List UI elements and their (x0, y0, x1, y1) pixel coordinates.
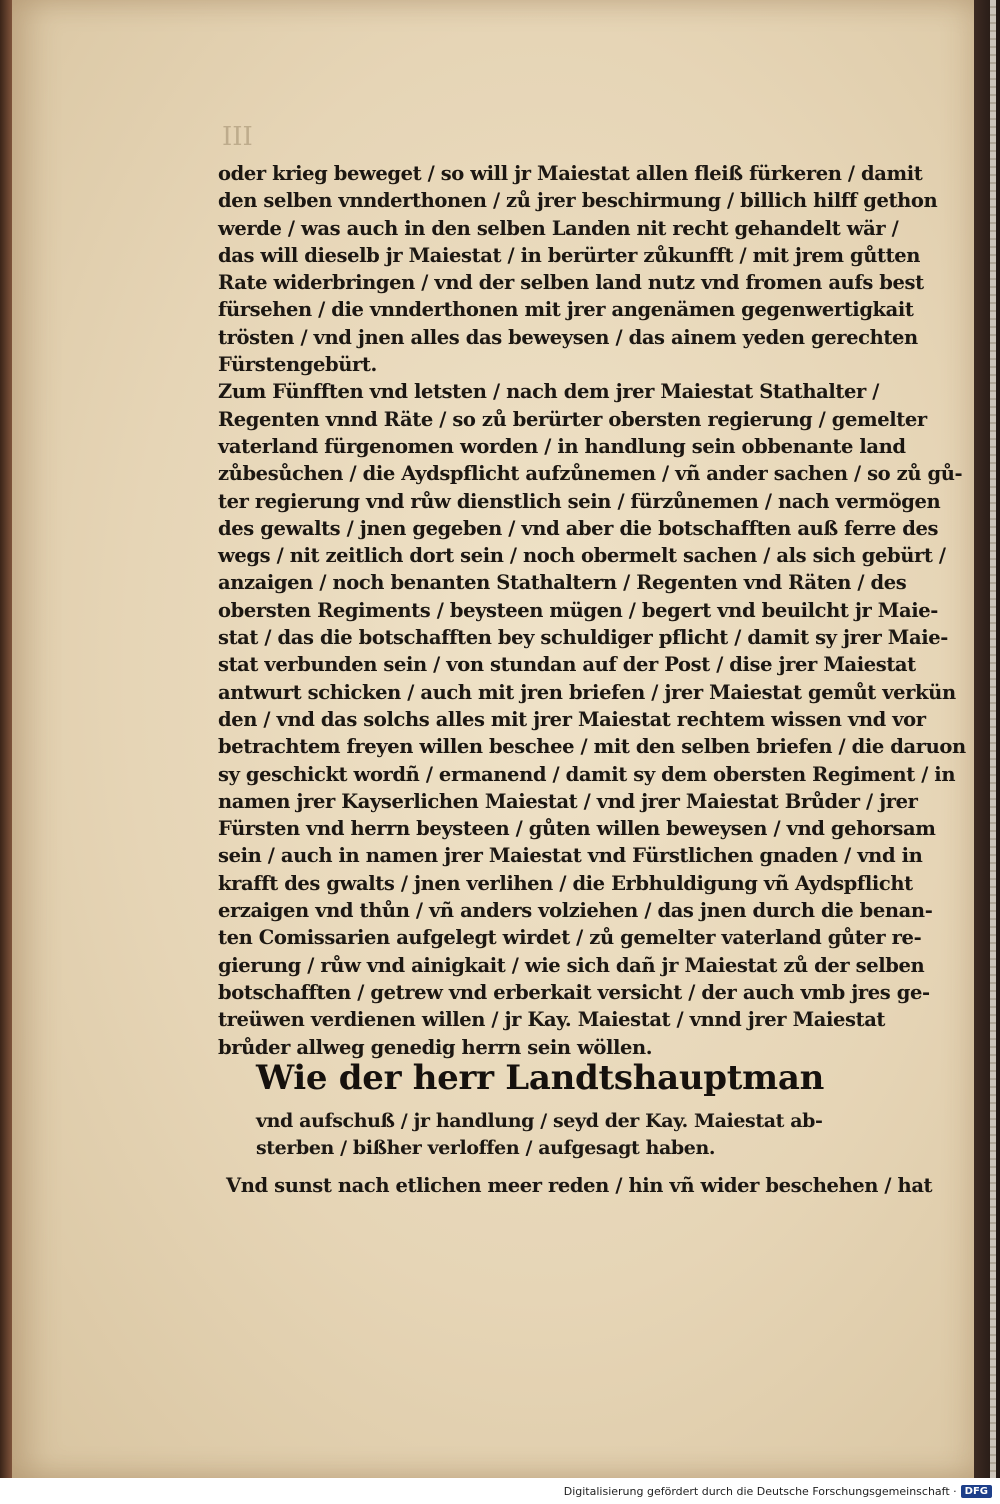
subtitle-line: sterben / bißher verloffen / aufgesagt haben. (256, 1137, 716, 1159)
text-line: anzaigen / noch benanten Stathaltern / Regenten vnd Räten / des (218, 571, 907, 595)
text-line: Zum Fünfften vnd letsten / nach dem jrer Maiestat Stathalter / (218, 380, 879, 404)
text-line: sy geschickt wordñ / ermanend / damit sy dem obersten Regiment / in (218, 762, 956, 786)
text-line: gierung / růw vnd ainigkait / wie sich dañ jr Maiestat zů der selben (218, 953, 925, 977)
text-line: erzaigen vnd thůn / vñ anders volziehen / das jnen durch die benan- (218, 899, 933, 923)
dfg-logo: DFG (961, 1485, 992, 1498)
digitization-footer (0, 1478, 1000, 1504)
text-line: den selben vnnderthonen / zů jrer beschirmung / billich hilff gethon (218, 189, 938, 213)
text-line: Regenten vnnd Räte / so zů berürter obersten regierung / gemelter (218, 407, 927, 431)
text-line: botschafften / getrew vnd erberkait versicht / der auch vmb jres ge- (218, 980, 930, 1004)
text-line: sein / auch in namen jrer Maiestat vnd Fürstlichen gnaden / vnd in (218, 844, 923, 868)
text-line: brůder allweg genedig herrn sein wöllen. (218, 1035, 653, 1059)
text-line: das will dieselb jr Maiestat / in berürter zůkunfft / mit jrem gůtten (218, 243, 921, 267)
text-line: stat verbunden sein / von stundan auf der Post / dise jrer Maiestat (218, 653, 916, 677)
page-edge (974, 0, 1000, 1478)
body-text (218, 160, 966, 1061)
continuation-line: Vnd sunst nach etlichen meer reden / hin vñ wider beschehen / hat (226, 1174, 933, 1197)
text-line: stat / das die botschafften bey schuldiger pflicht / damit sy jrer Maie- (218, 626, 948, 650)
text-line: vaterland fürgenomen worden / in handlung sein obbenante land (218, 434, 906, 458)
text-line: obersten Regiments / beysteen mügen / begert vnd beuilcht jr Maie- (218, 598, 938, 622)
text-line: fürsehen / die vnnderthonen mit jrer angenämen gegenwertigkait (218, 298, 914, 322)
folio-number: III (222, 122, 253, 152)
text-line: Fürsten vnd herrn beysteen / gůten willen beweysen / vnd gehorsam (218, 817, 936, 841)
text-line: wegs / nit zeitlich dort sein / noch obermelt sachen / als sich gebürt / (218, 544, 946, 568)
text-line: trösten / vnd jnen alles das beweysen / das ainem yeden gerechten (218, 325, 918, 349)
text-line: ten Comissarien aufgelegt wirdet / zů gemelter vaterland gůter re- (218, 926, 922, 950)
text-line: ter regierung vnd růw dienstlich sein / fürzůnemen / nach vermögen (218, 489, 941, 513)
color-calibration-strip (990, 0, 996, 1478)
text-line: den / vnd das solchs alles mit jrer Maiestat rechtem wissen vnd vor (218, 707, 926, 731)
text-line: krafft des gwalts / jnen verlihen / die Erbhuldigung vñ Aydspflicht (218, 871, 913, 895)
text-line: des gewalts / jnen gegeben / vnd aber die botschafften auß ferre des (218, 516, 939, 540)
section-heading: Wie der herr Landtshauptman (256, 1058, 824, 1098)
footer-credit: Digitalisierung gefördert durch die Deutsche Forschungsgemeinschaft · (563, 1484, 957, 1498)
text-line: werde / was auch in den selben Landen nit recht gehandelt wär / (218, 216, 899, 240)
text-line: oder krieg beweget / so will jr Maiestat allen fleiß fürkeren / damit (218, 162, 923, 185)
text-line: zůbesůchen / die Aydspflicht aufzůnemen / vñ ander sachen / so zů gů- (218, 462, 963, 486)
text-line: Fürstengebürt. (218, 353, 377, 377)
text-line: antwurt schicken / auch mit jren briefen / jrer Maiestat gemůt verkün (218, 680, 956, 704)
text-line: betrachtem freyen willen beschee / mit den selben briefen / die daruon (218, 735, 966, 759)
heading-subtitle (256, 1108, 876, 1162)
text-line: Rate widerbringen / vnd der selben land nutz vnd fromen aufs best (218, 271, 924, 295)
subtitle-line: vnd aufschuß / jr handlung / seyd der Kay. Maiestat ab- (256, 1110, 823, 1132)
text-line: treüwen verdienen willen / jr Kay. Maiestat / vnnd jrer Maiestat (218, 1008, 886, 1032)
text-line: namen jrer Kayserlichen Maiestat / vnd jrer Maiestat Brůder / jrer (218, 789, 918, 813)
